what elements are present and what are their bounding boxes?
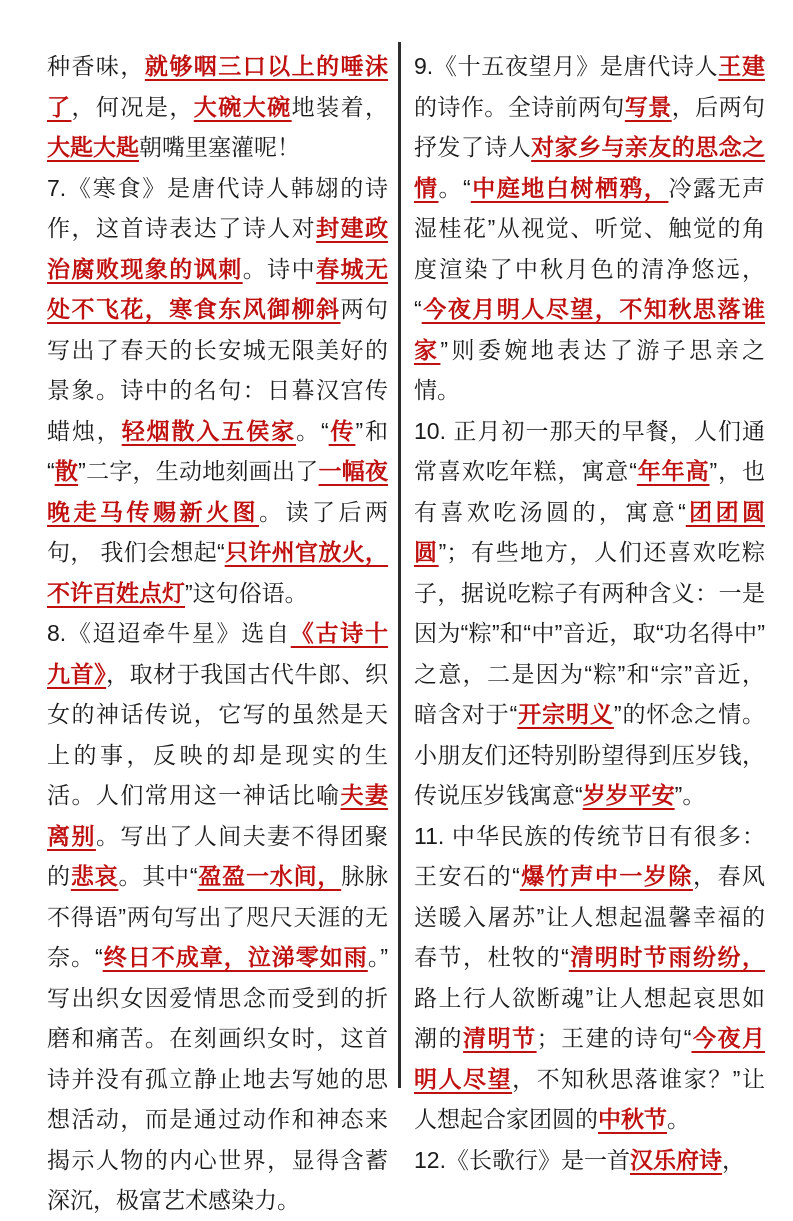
body-text: 。 — [667, 1106, 690, 1132]
highlighted-text: 大碗大碗 — [193, 93, 292, 120]
body-text: 路上行人欲断魂”让人想起哀思如潮的 — [414, 984, 765, 1051]
body-text: 7.《寒食》是唐代诗人韩翃的诗作，这首诗表达了诗人对 — [47, 174, 388, 241]
body-text: ”这句俗语。 — [185, 579, 308, 606]
body-text: 8.《迢迢牵牛星》选自 — [47, 620, 291, 646]
paragraph — [414, 816, 765, 1140]
body-text: 。“ — [438, 174, 471, 201]
body-text: 脉脉不得语”两句写出了咫尺天涯的无奈。“ — [47, 863, 389, 970]
highlighted-text: 就够咽三口以上的唾沫了 — [47, 53, 389, 120]
paragraph — [414, 46, 765, 411]
body-text: 10. 正月初一那天的早餐，人们通常喜欢吃年糕，寓意“ — [414, 417, 765, 484]
highlighted-text: 今夜月明人尽望，不知秋思落谁家 — [414, 296, 765, 363]
paragraph — [414, 411, 765, 816]
highlighted-text: 盈盈一水间， — [197, 863, 342, 889]
highlighted-text: 春城无处不飞花，寒食东风御柳斜 — [47, 255, 389, 322]
paragraph — [47, 46, 388, 168]
highlighted-text: 传 — [328, 417, 356, 444]
body-text: ”，也有喜欢吃汤圆的，寓意“ — [414, 458, 765, 525]
highlighted-text: 散 — [54, 458, 79, 484]
paragraph — [47, 168, 388, 614]
highlighted-text: 轻烟散入五侯家 — [121, 417, 297, 444]
left-column — [47, 46, 389, 1213]
body-text: ”。 — [674, 782, 706, 808]
right-column — [414, 46, 766, 1173]
body-text: 。读了后两句， 我们会想起“ — [47, 498, 388, 565]
highlighted-text: 清明时节雨纷纷， — [568, 944, 765, 970]
highlighted-text: 岁岁平安 — [582, 782, 675, 808]
paragraph — [47, 613, 388, 1221]
body-text: 。其中“ — [118, 863, 198, 889]
column-divider-line — [398, 42, 401, 1088]
highlighted-text: 中秋节 — [598, 1106, 667, 1132]
highlighted-text: 夫妻离别 — [47, 782, 389, 849]
body-text: 9.《十五夜望月》是唐代诗人 — [414, 53, 719, 79]
body-text: 。”写出织女因爱情思念而受到的折磨和痛苦。在刻画织女时，这首诗并没有孤立静止地去写她的思想活动，而是通过动作和神态来揭示人物的内心世界，显得含蓄深沉，极富艺术感染力。 — [47, 944, 388, 1213]
paragraph — [414, 1140, 765, 1181]
highlighted-text: 中庭地白树栖鸦， — [470, 174, 669, 201]
body-text: ，不知秋思落谁家？”让人想起合家团圆的 — [414, 1065, 765, 1132]
body-text: ，春风送暖入屠苏”让人想起温馨幸福的春节，杜牧的“ — [414, 863, 765, 970]
highlighted-text: 今夜月明人尽望 — [414, 1025, 766, 1092]
highlighted-text: 年年高 — [636, 458, 710, 484]
highlighted-text: 开宗明义 — [517, 701, 614, 727]
highlighted-text: 团团圆圆 — [414, 498, 765, 565]
body-text: 朝嘴里塞灌呢！ — [139, 134, 300, 160]
highlighted-text: 终日不成章，泣涕零如雨 — [102, 944, 368, 970]
body-text: ，后两句抒发了诗人 — [414, 93, 766, 160]
body-text: ，何况是， — [71, 93, 194, 120]
highlighted-text: 爆竹声中一岁除 — [519, 863, 693, 889]
body-text: ”和“ — [47, 417, 389, 484]
body-text: 。写出了人间夫妻不得团聚的 — [47, 822, 389, 889]
body-text: 冷露无声湿桂花”从视觉、听觉、触觉的角度渲染了中秋月色的清净悠远，“ — [414, 174, 766, 322]
body-text: 11. 中华民族的传统节日有很多：王安石的“ — [414, 822, 765, 889]
body-text: ， — [721, 1146, 745, 1173]
highlighted-text: 清明节 — [463, 1025, 537, 1051]
body-text: 12.《长歌行》是一首 — [414, 1146, 630, 1173]
highlighted-text: 王建 — [718, 53, 765, 79]
body-text: ”；有些地方，人们还喜欢吃粽子，据说吃粽子有两种含义：一是因为“粽”和“中”音近，取“功名得中”之意，二是因为“粽”和“宗”音近，暗含对于“ — [414, 539, 765, 727]
highlighted-text: 封建政治腐败现象的讽刺 — [47, 215, 389, 282]
highlighted-text: 只许州官放火，不许百姓点灯 — [47, 539, 388, 606]
body-text: 。诗中 — [242, 255, 317, 282]
body-text: 。“ — [296, 417, 329, 444]
body-text: ”的怀念之情。小朋友们还特别盼望得到压岁钱，传说压岁钱寓意“ — [414, 701, 765, 808]
body-text: ”则委婉地表达了游子思亲之情。 — [414, 336, 765, 403]
body-text: ；王建的诗句“ — [536, 1025, 692, 1051]
highlighted-text: 一幅夜晚走马传赐新火图 — [47, 458, 389, 525]
body-text: 种香味， — [47, 53, 145, 79]
body-text: 的诗作。全诗前两句 — [414, 93, 625, 120]
body-text: ，取材于我国古代牛郎、织女的神话传说，它写的虽然是天上的事，反映的却是现实的生活。人们常用这一神话比喻 — [47, 660, 389, 808]
highlighted-text: 汉乐府诗 — [629, 1146, 722, 1173]
body-text: 两句写出了春天的长安城无限美好的景象。诗中的名句：日暮汉宫传蜡烛， — [47, 296, 389, 444]
body-text: 地装着， — [291, 93, 389, 120]
highlighted-text: 写景 — [624, 93, 672, 120]
highlighted-text: 对家乡与亲友的思念之情 — [414, 134, 766, 201]
highlighted-text: 《古诗十九首》 — [47, 620, 388, 687]
body-text: ”二字，生动地刻画出了 — [78, 458, 319, 484]
highlighted-text: 大匙大匙 — [47, 134, 139, 160]
highlighted-text: 悲哀 — [70, 863, 119, 889]
